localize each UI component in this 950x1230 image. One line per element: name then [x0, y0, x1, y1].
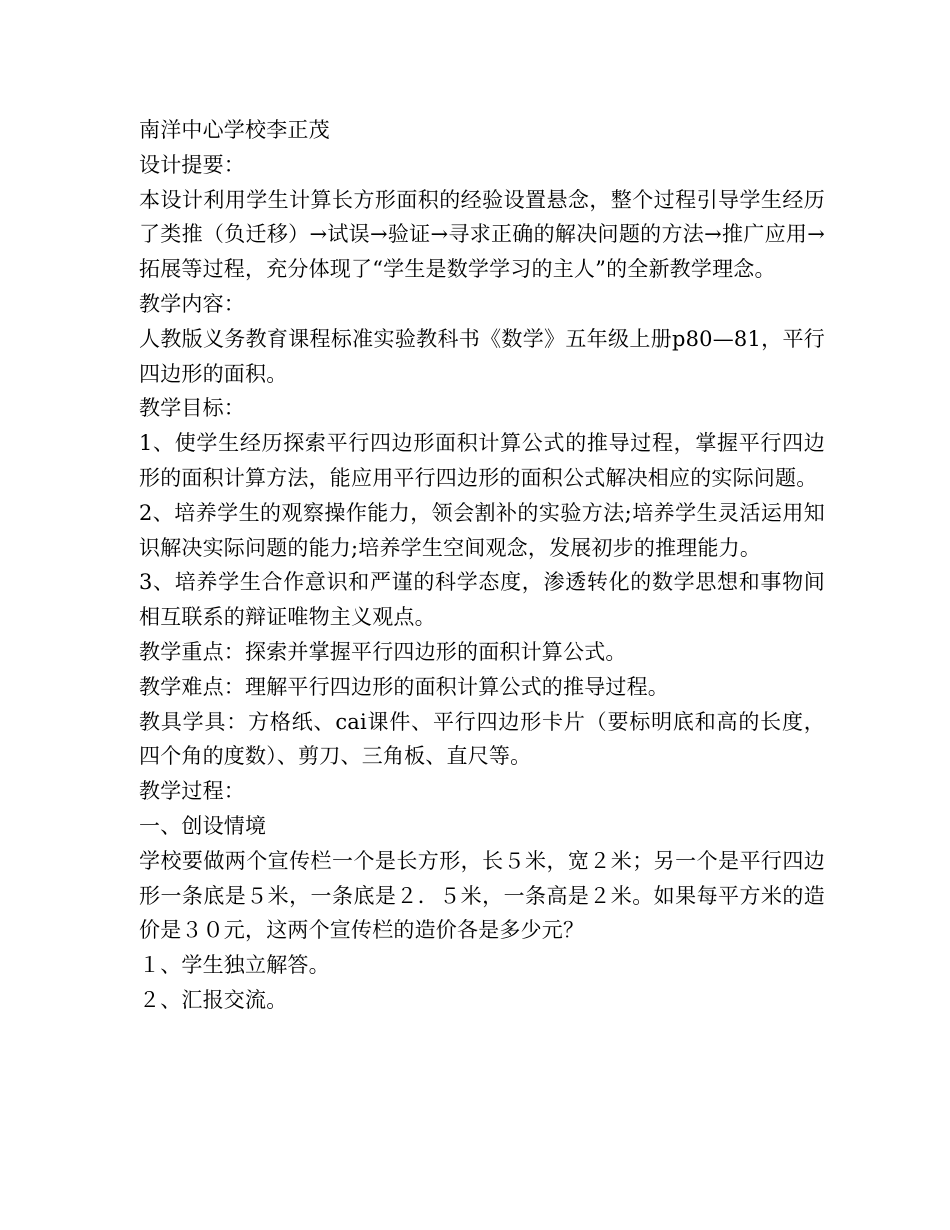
sub-step-2: ２、汇报交流。	[139, 987, 288, 1012]
teaching-goal-1: 1、使学生经历探索平行四边形面积计算公式的推导过程，掌握平行四边形的面积计算方法，能应用平行四边形的面积公式解决相应的实际问题。	[139, 431, 825, 490]
design-summary-text: 本设计利用学生计算长方形面积的经验设置悬念，整个过程引导学生经历了类推（负迁移）→试误→验证→寻求正确的解决问题的方法→推广应用→拓展等过程，充分体现了“学生是数学学习的主人”的全新教学理念。	[139, 187, 825, 282]
scenario-problem-text: 学校要做两个宣传栏一个是长方形，长５米，宽２米；另一个是平行四边形一条底是５米，一条底是２．５米，一条高是２米。如果每平方米的造价是３０元，这两个宣传栏的造价各是多少元？	[139, 848, 825, 943]
section-heading-design-summary: 设计提要：	[139, 152, 245, 177]
document-body	[139, 113, 825, 1018]
author-line: 南洋中心学校李正茂	[139, 118, 330, 142]
teaching-goal-2: 2、培养学生的观察操作能力，领会割补的实验方法;培养学生灵活运用知识解决实际问题的能力;培养学生空间观念，发展初步的推理能力。	[139, 500, 825, 560]
teaching-content-text: 人教版义务教育课程标准实验教科书《数学》五年级上册p80—81，平行四边形的面积。	[139, 326, 825, 386]
section-heading-teaching-process: 教学过程：	[139, 779, 245, 804]
teaching-tools: 教具学具：方格纸、cai课件、平行四边形卡片（要标明底和高的长度，四个角的度数）、剪刀、三角板、直尺等。	[139, 709, 825, 769]
teaching-difficulty: 教学难点：理解平行四边形的面积计算公式的推导过程。	[139, 674, 669, 699]
section-heading-teaching-content: 教学内容：	[139, 291, 245, 316]
teaching-key-point: 教学重点：探索并掌握平行四边形的面积计算公式。	[139, 639, 627, 664]
sub-step-1: １、学生独立解答。	[139, 953, 330, 978]
teaching-goal-3: 3、培养学生合作意识和严谨的科学态度，渗透转化的数学思想和事物间相互联系的辩证唯物主义观点。	[139, 570, 825, 630]
section-heading-teaching-goals: 教学目标：	[139, 396, 245, 421]
step-heading-create-scenario: 一、创设情境	[139, 813, 267, 838]
